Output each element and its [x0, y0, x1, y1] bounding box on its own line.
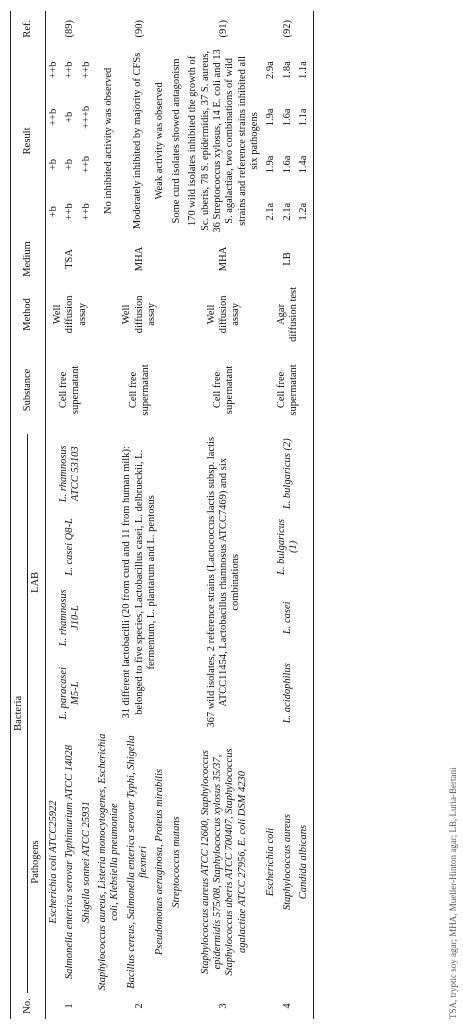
result-cell: 1.8a	[281, 61, 293, 80]
medium-cell: MHA	[218, 246, 230, 272]
result-cell: +b	[47, 206, 59, 218]
ref-cell: (92)	[281, 20, 293, 38]
result-cell: ++b	[80, 61, 92, 79]
result-cell: No inhibited activity was observed	[103, 67, 115, 215]
col-substance: Substance	[21, 368, 33, 412]
pathogen-cell: Streptococcus mutans	[170, 816, 182, 908]
result-cell: ++b	[64, 203, 76, 221]
col-ref: Ref.	[21, 19, 33, 38]
col-bacteria: Bacteria	[11, 434, 28, 993]
result-cell: +b	[47, 158, 59, 171]
ref-cell: (89)	[64, 20, 76, 38]
antimicrobial-activity-table	[10, 11, 314, 1019]
lab-strain-cell: L. casei Q8-L	[64, 518, 76, 576]
medium-cell: LB	[281, 252, 293, 266]
table-footnote: TSA, tryptic soy agar; MHA, Mueller-Hinton agar; LB, Luria-Bertani	[448, 767, 458, 1019]
col-lab: LAB	[30, 571, 42, 593]
result-cell: +++b	[80, 105, 92, 129]
pathogen-cell: Staphylococcus aureus ATCC 12600, Staphylococcus epidermidis 575/08, Staphylococcus xylosus 35/37, Staphylococcus uberis ATCC 700407, Staphylococcus agalactiae ATCC 27956, E. coli DSM 4230	[199, 748, 248, 976]
ref-cell: (90)	[133, 20, 145, 38]
method-cell: Well diffusion assay	[51, 295, 88, 334]
result-cell: 1.6a	[281, 108, 293, 127]
method-cell: Agar diffusion test	[275, 286, 299, 342]
lab-strain-cell: L. casei	[281, 601, 293, 635]
result-cell: 1.4a	[298, 155, 310, 174]
result-cell: +b	[64, 158, 76, 171]
result-cell: ++b	[80, 203, 92, 221]
method-cell: Well diffusion assay	[205, 295, 242, 334]
result-cell: 1.2a	[298, 202, 310, 221]
substance-cell: Cell free supernatant	[211, 365, 236, 415]
result-cell: ++b	[80, 155, 92, 174]
lab-strain-cell: 367 wild isolates, 2 reference strains (Lactococcus lactis subsp. lactis ATCC11454, Lactobacillus rhamnosus ATCC7469) and six combinations	[205, 436, 242, 728]
row-no: 1	[64, 1003, 76, 1009]
result-cell: +b	[64, 111, 76, 123]
lab-strain-cell: 31 different lactobacilli (20 from curd and 11 from human milk): belonged to five species, Lactobacillus casei, L. delbrueckii, L. fermentum, L. plantarum and L. pentosus	[121, 446, 158, 719]
pathogen-cell: Bacillus cereus, Salmonella enterica serovar Typhi, Shigella flexneri	[125, 735, 149, 989]
substance-cell: Cell free supermatant	[127, 364, 151, 416]
medium-cell: MHA	[133, 246, 145, 272]
col-pathogens: Pathogens	[30, 840, 42, 884]
substance-cell: Cell free supernatant	[57, 365, 82, 415]
result-cell: ++b	[47, 108, 59, 126]
method-cell: Well diffusion assay	[121, 295, 158, 334]
medium-cell: TSA	[64, 249, 76, 269]
result-cell: ++b	[64, 61, 76, 79]
result-cell: 170 wild isolates inhibited the growth of Sc. uberis, 78 S. epidermidis, 37 S. aureus, 36 Streptococcus xylosus, 14 E. coli and 13 S. agalactiae, two combinations of wild strains and reference strains inhibited all six pathogens	[187, 49, 260, 233]
col-no: No.	[21, 998, 33, 1014]
ref-cell: (91)	[218, 20, 230, 38]
lab-strain-cell: L. bulgaricus (1)	[275, 518, 299, 575]
result-cell: 1.1a	[298, 61, 310, 80]
lab-strain-cell: L. rhamnosus J10-L	[57, 589, 82, 647]
pathogen-cell: Staphylococcus aureus	[281, 813, 293, 911]
col-method: Method	[21, 298, 33, 331]
pathogen-cell: Escherichia coli	[265, 827, 277, 897]
lab-strain-cell: L. bulgaricus (2)	[281, 438, 293, 510]
pathogen-cell: Shigella sonnei ATCC 25931	[80, 801, 92, 923]
result-cell: 2.1a	[265, 202, 277, 221]
col-result: Result	[21, 127, 33, 155]
table-row	[185, 11, 263, 1019]
table-row	[45, 11, 62, 1019]
pathogen-cell: Candida albicans	[298, 824, 310, 900]
row-no: 2	[133, 1003, 145, 1009]
lab-strain-cell: L. paracasei M5-L	[57, 667, 82, 720]
pathogen-cell: Escherichia coli ATCC25922	[47, 800, 59, 924]
result-cell: 1.9a	[265, 108, 277, 127]
lab-strain-cell: L. rhamnosus ATCC 53103	[57, 445, 82, 503]
result-cell: 1.6a	[281, 155, 293, 174]
substance-cell: Cell free supermatant	[275, 364, 299, 416]
result-cell: Moderately inhibited by majority of CFSs	[131, 52, 143, 230]
result-cell: 1.1a	[298, 108, 310, 127]
table-row	[263, 11, 279, 1019]
result-cell: ++b	[47, 61, 59, 79]
row-no: 4	[281, 1003, 293, 1009]
result-cell: Some curd isolates showed antagonism	[170, 58, 182, 224]
col-medium: Medium	[21, 241, 33, 277]
result-cell: 2.1a	[281, 202, 293, 221]
row-no: 3	[218, 1003, 230, 1009]
pathogen-cell: Pseudomonas aeruginosa, Proteus mirabilis	[154, 768, 166, 956]
pathogen-cell: Staphylococcus aureus, Listeria monocytogenes, Escherichia coli, Klebsiella pneumoniae	[96, 733, 121, 991]
result-cell: 2.9a	[265, 61, 277, 80]
result-cell: 1.9a	[265, 155, 277, 174]
lab-strain-cell: L. acidophilus	[281, 663, 293, 724]
table-row	[95, 11, 124, 1019]
result-cell: Weak activity was observed	[154, 82, 166, 200]
pathogen-cell: Salmonella enterica serovar Typhimurium ATCC 14028	[64, 744, 76, 980]
